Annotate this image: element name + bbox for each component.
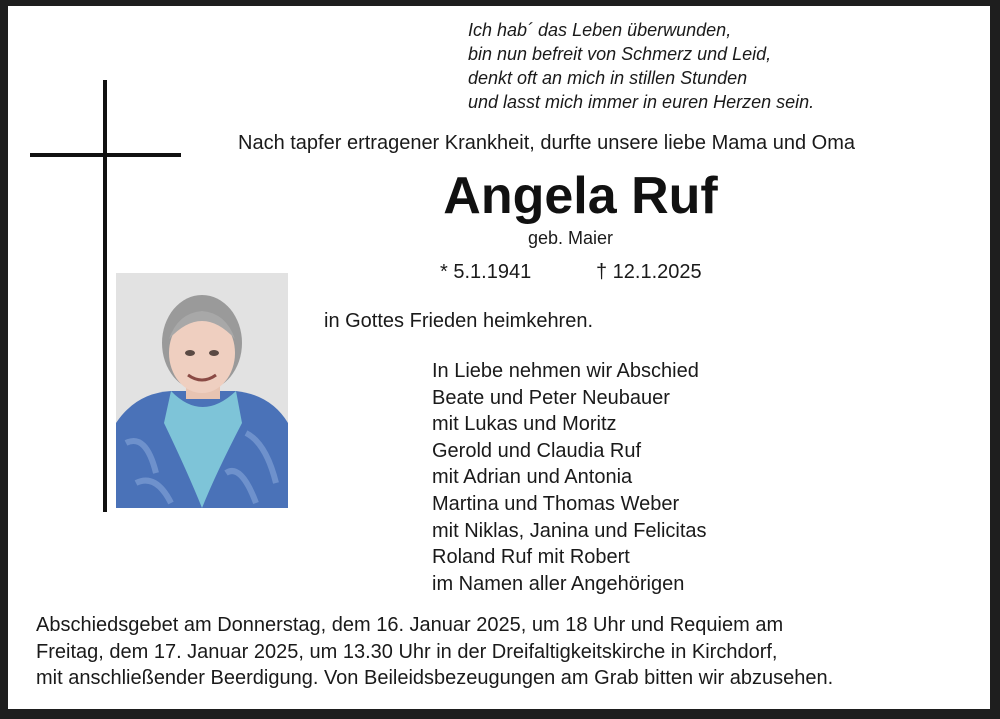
family-line: Martina und Thomas Weber xyxy=(432,492,680,515)
obituary-notice xyxy=(8,6,990,709)
family-line: Roland Ruf mit Robert xyxy=(432,546,630,569)
poem xyxy=(468,18,814,114)
cross-vertical-bar xyxy=(103,80,107,512)
notice-line: mit anschließender Beerdigung. Von Beileidsbezeugungen am Grab bitten wir abzusehen. xyxy=(36,667,834,689)
portrait-illustration xyxy=(116,273,288,508)
family-list xyxy=(432,358,707,597)
family-line: mit Lukas und Moritz xyxy=(432,413,617,436)
poem-line: Ich hab´ das Leben überwunden, xyxy=(468,20,732,40)
family-line: In Liebe nehmen wir Abschied xyxy=(432,360,699,382)
notice-line: Abschiedsgebet am Donnerstag, dem 16. Januar 2025, um 18 Uhr und Requiem am xyxy=(36,614,784,636)
portrait-photo xyxy=(116,273,288,508)
notice-line: Freitag, dem 17. Januar 2025, um 13.30 Uhr in der Dreifaltigkeitskirche in Kirchdorf, xyxy=(36,640,778,663)
poem-line: bin nun befreit von Schmerz und Leid, xyxy=(468,44,772,64)
peace-text: in Gottes Frieden heimkehren. xyxy=(324,310,594,332)
poem-line: denkt oft an mich in stillen Stunden xyxy=(468,68,748,88)
intro-text: Nach tapfer ertragener Krankheit, durfte unsere liebe Mama und Oma xyxy=(238,132,855,154)
deceased-name: Angela Ruf xyxy=(443,167,718,225)
birth-date: * 5.1.1941 xyxy=(440,261,532,283)
cross-horizontal-bar xyxy=(30,153,181,157)
service-notice xyxy=(36,612,833,692)
maiden-name: geb. Maier xyxy=(528,228,614,248)
death-date: † 12.1.2025 xyxy=(596,261,702,283)
poem-line: und lasst mich immer in euren Herzen sein. xyxy=(468,92,815,112)
family-line: mit Niklas, Janina und Felicitas xyxy=(432,519,707,542)
family-line: mit Adrian und Antonia xyxy=(432,466,633,489)
family-line: Gerold und Claudia Ruf xyxy=(432,439,642,462)
family-line: Beate und Peter Neubauer xyxy=(432,386,670,409)
family-line: im Namen aller Angehörigen xyxy=(432,572,685,595)
